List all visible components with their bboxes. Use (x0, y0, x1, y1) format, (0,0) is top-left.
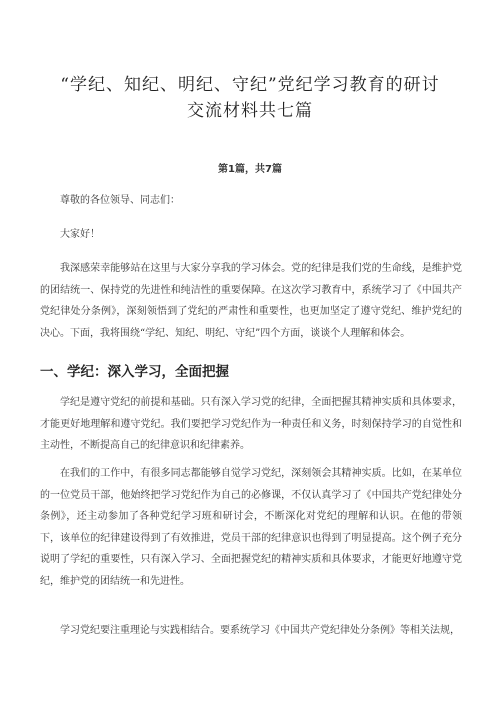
section-paragraph-1: 学纪是遵守党纪的前提和基础。只有深入学习党的纪律，全面把握其精神实质和具体要求，才能更好地理解和遵守党纪。我们要把学习党纪作为一种责任和义务，时刻保持学习的自觉性和主动性，不断提高自己的纪律意识和纪律素养。 (40, 397, 462, 451)
page-indicator: 第1篇，共7篇 (218, 164, 282, 175)
section-heading: 一、学纪：深入学习，全面把握 (40, 364, 229, 380)
salutation: 尊敬的各位领导、同志们： (60, 195, 180, 206)
section-paragraph-3: 学习党纪要注重理论与实践相结合。要系统学习《中国共产党纪律处分条例》等相关法规， (60, 625, 460, 636)
intro-paragraph: 我深感荣幸能够站在这里与大家分享我的学习体会。党的纪律是我们党的生命线，是维护党的团结统一、保持党的先进性和纯洁性的重要保障。在这次学习教育中，系统学习了《中国共产党纪律处分条例》，深刻领悟到了党纪的严肃性和重要性，也更加坚定了遵守党纪、维护党纪的决心。下面，我将围绕“学纪、知纪、明纪、守纪”四个方面，谈谈个人理解和体会。 (40, 263, 462, 339)
section-paragraph-2: 在我们的工作中，有很多同志都能够自觉学习党纪，深刻领会其精神实质。比如，在某单位的一位党员干部，他始终把学习党纪作为自己的必修课，不仅认真学习了《中国共产党纪律处分条例》，还主动参加了各种党纪学习班和研讨会，不断深化对党纪的理解和认识。在他的带领下，该单位的纪律建设得到了有效推进，党员干部的纪律意识也得到了明显提高。这个例子充分说明了学纪的重要性，只有深入学习、全面把握党纪的精神实质和具体要求，才能更好地遵守党纪，维护党的团结统一和先进性。 (40, 468, 462, 587)
greeting: 大家好！ (60, 229, 100, 240)
document-title-line-1: “学纪、知纪、明纪、守纪”党纪学习教育的研讨 (60, 75, 440, 95)
document-title-line-2: 交流材料共七篇 (187, 101, 313, 121)
